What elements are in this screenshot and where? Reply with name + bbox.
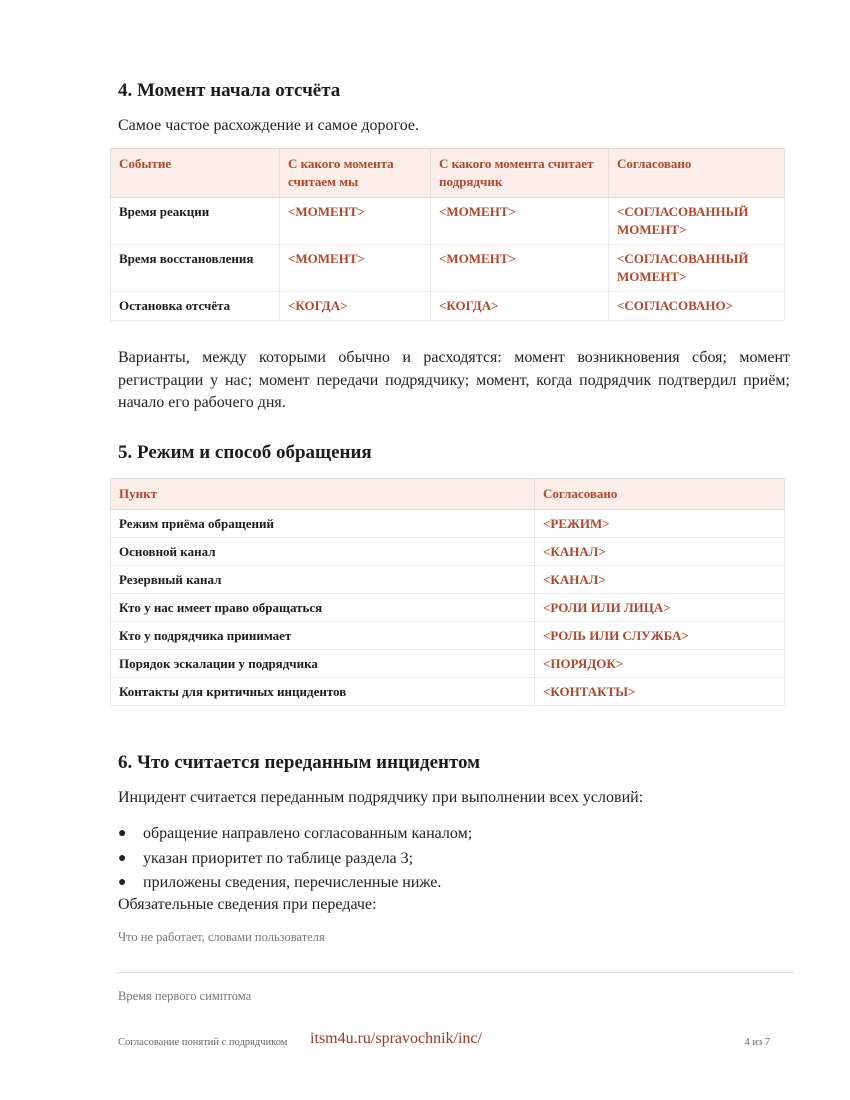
placeholder-cell: <ПОРЯДОК>: [535, 650, 785, 678]
table-row: [111, 292, 785, 321]
footer-doc-title: Согласование понятий с подрядчиком: [118, 1037, 288, 1048]
placeholder-cell: <КАНАЛ>: [535, 538, 785, 566]
row-label: Резервный канал: [111, 566, 535, 594]
table-header-row: [111, 149, 785, 198]
list-item-text: указан приоритет по таблице раздела 3;: [143, 849, 414, 867]
section-5-heading: 5. Режим и способ обращения: [118, 442, 372, 463]
table-row: [111, 198, 785, 245]
column-header-ours: С какого момента считаем мы: [280, 149, 431, 198]
placeholder-cell: <МОМЕНТ>: [280, 245, 431, 292]
row-label: Основной канал: [111, 538, 535, 566]
column-header-theirs: С какого момента считает подрядчик: [431, 149, 609, 198]
form-field-label: Что не работает, словами пользователя: [118, 930, 325, 944]
column-header-agreed: Согласовано: [609, 149, 785, 198]
table-row: [111, 566, 785, 594]
table-row: [111, 650, 785, 678]
placeholder-cell: <СОГЛАСОВАННЫЙ МОМЕНТ>: [609, 198, 785, 245]
placeholder-cell: <РОЛЬ ИЛИ СЛУЖБА>: [535, 622, 785, 650]
bullet-icon: ●: [118, 850, 127, 866]
moment-table: [110, 148, 785, 321]
placeholder-cell: <МОМЕНТ>: [431, 245, 609, 292]
table-row: [111, 245, 785, 292]
section-6-intro: Инцидент считается переданным подрядчику при выполнении всех условий:: [118, 789, 644, 806]
bullet-icon: ●: [118, 875, 127, 890]
row-label: Кто у подрядчика принимает: [111, 622, 535, 650]
placeholder-cell: <КАНАЛ>: [535, 566, 785, 594]
form-field-label: Время первого симптома: [118, 989, 252, 1003]
list-item: [118, 871, 472, 896]
conditions-list: [118, 822, 472, 896]
row-label: Контакты для критичных инцидентов: [111, 678, 535, 706]
row-label: Порядок эскалации у подрядчика: [111, 650, 535, 678]
column-header-event: Событие: [111, 149, 280, 198]
table-header-row: [111, 479, 785, 510]
placeholder-cell: <КОГДА>: [431, 292, 609, 321]
table-row: [111, 510, 785, 538]
list-item: [118, 847, 472, 872]
table-row: [111, 594, 785, 622]
required-info-label: Обязательные сведения при передаче:: [118, 896, 377, 913]
section-4-variants-text: Варианты, между которыми обычно и расходятся: момент возникновения сбоя; момент регистрации у нас; момент передачи подрядчику; момент, когда подрядчик подтвердил приём; начало его рабочего дня.: [118, 349, 790, 411]
list-item-text: приложены сведения, перечисленные ниже.: [143, 874, 442, 891]
row-label: Режим приёма обращений: [111, 510, 535, 538]
placeholder-cell: <СОГЛАСОВАННЫЙ МОМЕНТ>: [609, 245, 785, 292]
table-row: [111, 678, 785, 706]
section-4-heading: 4. Момент начала отсчёта: [118, 80, 341, 101]
table-row: [111, 538, 785, 566]
table-row: [111, 622, 785, 650]
row-label: Остановка отсчёта: [111, 292, 280, 321]
row-label: Время восстановления: [111, 245, 280, 292]
list-item: [118, 822, 472, 847]
section-6-heading: 6. Что считается переданным инцидентом: [118, 752, 481, 773]
placeholder-cell: <СОГЛАСОВАНО>: [609, 292, 785, 321]
section-4-intro: Самое частое расхождение и самое дорогое.: [118, 117, 420, 134]
form-field-divider: [116, 972, 794, 973]
channel-table: [110, 478, 785, 706]
placeholder-cell: <МОМЕНТ>: [280, 198, 431, 245]
list-item-text: обращение направлено согласованным каналом;: [143, 825, 473, 842]
placeholder-cell: <МОМЕНТ>: [431, 198, 609, 245]
placeholder-cell: <КОНТАКТЫ>: [535, 678, 785, 706]
page-footer: [118, 1030, 770, 1055]
row-label: Кто у нас имеет право обращаться: [111, 594, 535, 622]
page-number: 4 из 7: [744, 1037, 770, 1048]
footer-link[interactable]: itsm4u.ru/spravochnik/inc/: [310, 1030, 482, 1047]
placeholder-cell: <КОГДА>: [280, 292, 431, 321]
placeholder-cell: <РОЛИ ИЛИ ЛИЦА>: [535, 594, 785, 622]
column-header-item: Пункт: [111, 479, 535, 510]
bullet-icon: ●: [118, 826, 127, 841]
placeholder-cell: <РЕЖИМ>: [535, 510, 785, 538]
row-label: Время реакции: [111, 198, 280, 245]
column-header-agreed: Согласовано: [535, 479, 785, 510]
